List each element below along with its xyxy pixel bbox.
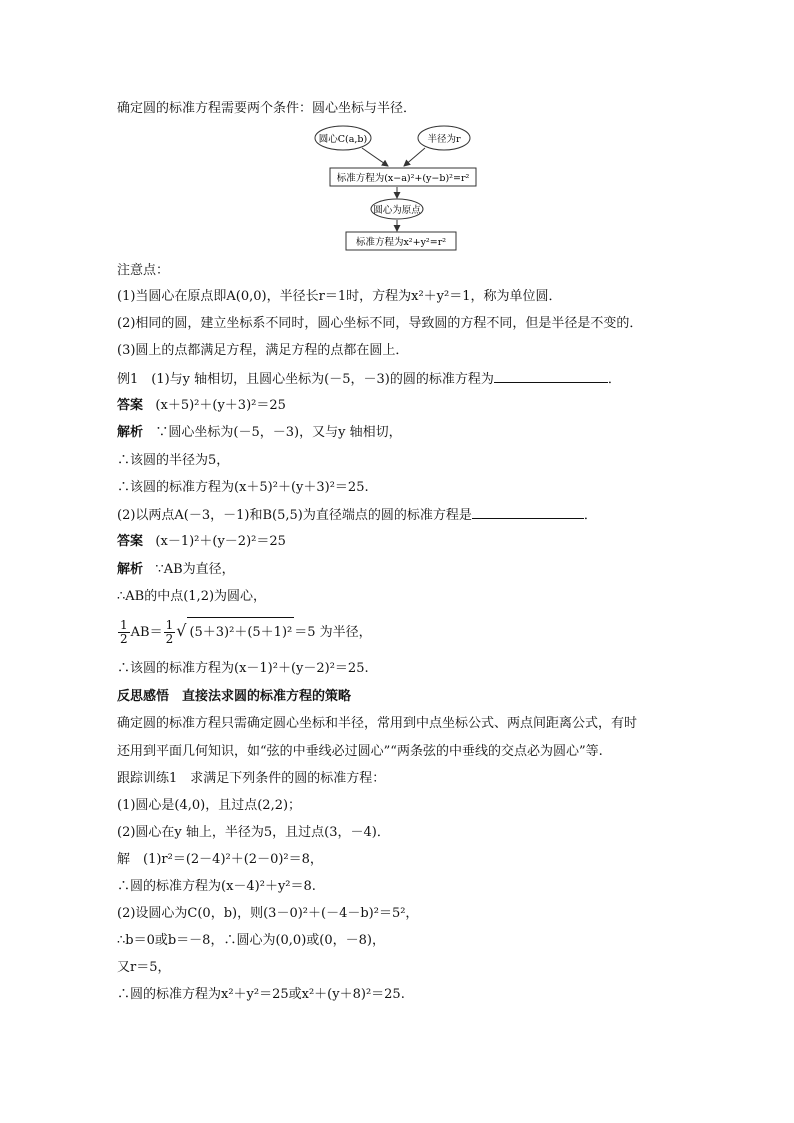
std-eq-label: 标准方程为(x−a)²+(y−b)²=r²: [336, 173, 470, 184]
intro-text: 确定圆的标准方程需要两个条件：圆心坐标与半径．: [117, 101, 417, 116]
origin-label: 圆心为原点: [373, 205, 421, 216]
half-fraction-1: $\frac{1}{2}$: [120, 618, 128, 646]
sqrt-icon: √: [176, 621, 187, 640]
training-title: 跟踪训练1 求满足下列条件的圆的标准方程：: [117, 771, 386, 786]
origin-eq-label: 标准方程为x²+y²=r²: [355, 237, 447, 248]
arrow-center-to-eq: [362, 148, 388, 166]
analysis-2-step4: ∴该圆的标准方程为(x－1)²＋(y－2)²＝25.: [117, 661, 369, 676]
analysis-2-radius-formula: [117, 616, 372, 648]
half-fraction-2: $\frac{1}{2}$: [165, 618, 174, 646]
answer-2: (x－1)²＋(y－2)²＝25: [155, 534, 286, 549]
analysis-1-step2: ∴该圆的半径为5，: [117, 453, 230, 468]
reflection-title: 反思感悟 直接法求圆的标准方程的策略: [117, 689, 352, 704]
answer-1-label: 答案: [117, 398, 144, 413]
solution-step-4: ∴b＝0或b＝－8，∴圆心为(0,0)或(0，－8)，: [117, 933, 385, 948]
ab-equals: AB＝: [130, 625, 163, 640]
answer-blank-1: [494, 370, 608, 383]
notes-title: 注意点：: [117, 263, 170, 278]
solution-step-3: (2)设圆心为C(0，b)，则(3－0)²＋(－4－b)²＝5²，: [117, 906, 419, 921]
answer-1-line: [117, 397, 286, 415]
note-2: (2)相同的圆，建立坐标系不同时，圆心坐标不同，导致圆的方程不同，但是半径是不变的．: [117, 316, 643, 331]
solution-step-2: ∴圆的标准方程为(x－4)²＋y²＝8.: [117, 879, 316, 894]
analysis-1-step3: ∴该圆的标准方程为(x＋5)²＋(y＋3)²＝25.: [117, 480, 369, 495]
training-condition-2: (2)圆心在y 轴上，半径为5，且过点(3，－4)．: [117, 825, 390, 840]
analysis-1-text: ∵圆心坐标为(－5，－3)，又与y 轴相切，: [155, 425, 402, 440]
example1-q1-text: 例1 (1)与y 轴相切，且圆心坐标为(－5，－3)的圆的标准方程为: [117, 372, 494, 387]
analysis-2-line: [117, 561, 235, 579]
example1-question2: [117, 506, 597, 525]
solution-step-6: ∴圆的标准方程为x²＋y²＝25或x²＋(y＋8)²＝25.: [117, 987, 405, 1002]
arrow-radius-to-eq: [404, 148, 425, 166]
analysis-2-text: ∵AB为直径，: [155, 562, 235, 577]
answer-1: (x＋5)²＋(y＋3)²＝25: [155, 398, 286, 413]
q1-end: ．: [607, 372, 621, 387]
answer-2-line: [117, 533, 286, 551]
solution-step-5: 又r＝5，: [117, 960, 171, 975]
example1-q2-text: (2)以两点A(－3，－1)和B(5,5)为直径端点的圆的标准方程是: [117, 508, 472, 523]
solution-step-1: 解 (1)r²＝(2－4)²＋(2－0)²＝8，: [117, 852, 323, 867]
answer-blank-2: [472, 506, 584, 519]
reflection-line-2: 还用到平面几何知识，如“弦的中垂线必过圆心”“两条弦的中垂线的交点必为圆心”等.: [117, 744, 603, 759]
example1-question1: [117, 370, 621, 389]
radius-label: 半径为r: [427, 134, 461, 145]
analysis-2-step2: ∴AB的中点(1,2)为圆心，: [117, 589, 267, 604]
radius-result: ＝5 为半径，: [294, 625, 372, 640]
training-condition-1: (1)圆心是(4,0)，且过点(2,2)；: [117, 798, 302, 813]
radicand: (5＋3)²＋(5＋1)²: [187, 617, 294, 648]
analysis-2-label: 解析: [117, 562, 144, 577]
reflection-line-1: 确定圆的标准方程只需确定圆心坐标和半径，常用到中点坐标公式、两点间距离公式，有时: [117, 716, 638, 731]
analysis-1-label: 解析: [117, 425, 144, 440]
analysis-1-line: [117, 424, 402, 442]
q2-end: ．: [583, 508, 597, 523]
answer-2-label: 答案: [117, 534, 144, 549]
note-3: (3)圆上的点都满足方程，满足方程的点都在圆上．: [117, 343, 409, 358]
center-label: 圆心C(a,b): [318, 134, 368, 145]
note-1: (1)当圆心在原点即A(0,0)，半径长r＝1时，方程为x²＋y²＝1，称为单位圆．: [117, 289, 562, 304]
flow-diagram: [0, 0, 794, 260]
